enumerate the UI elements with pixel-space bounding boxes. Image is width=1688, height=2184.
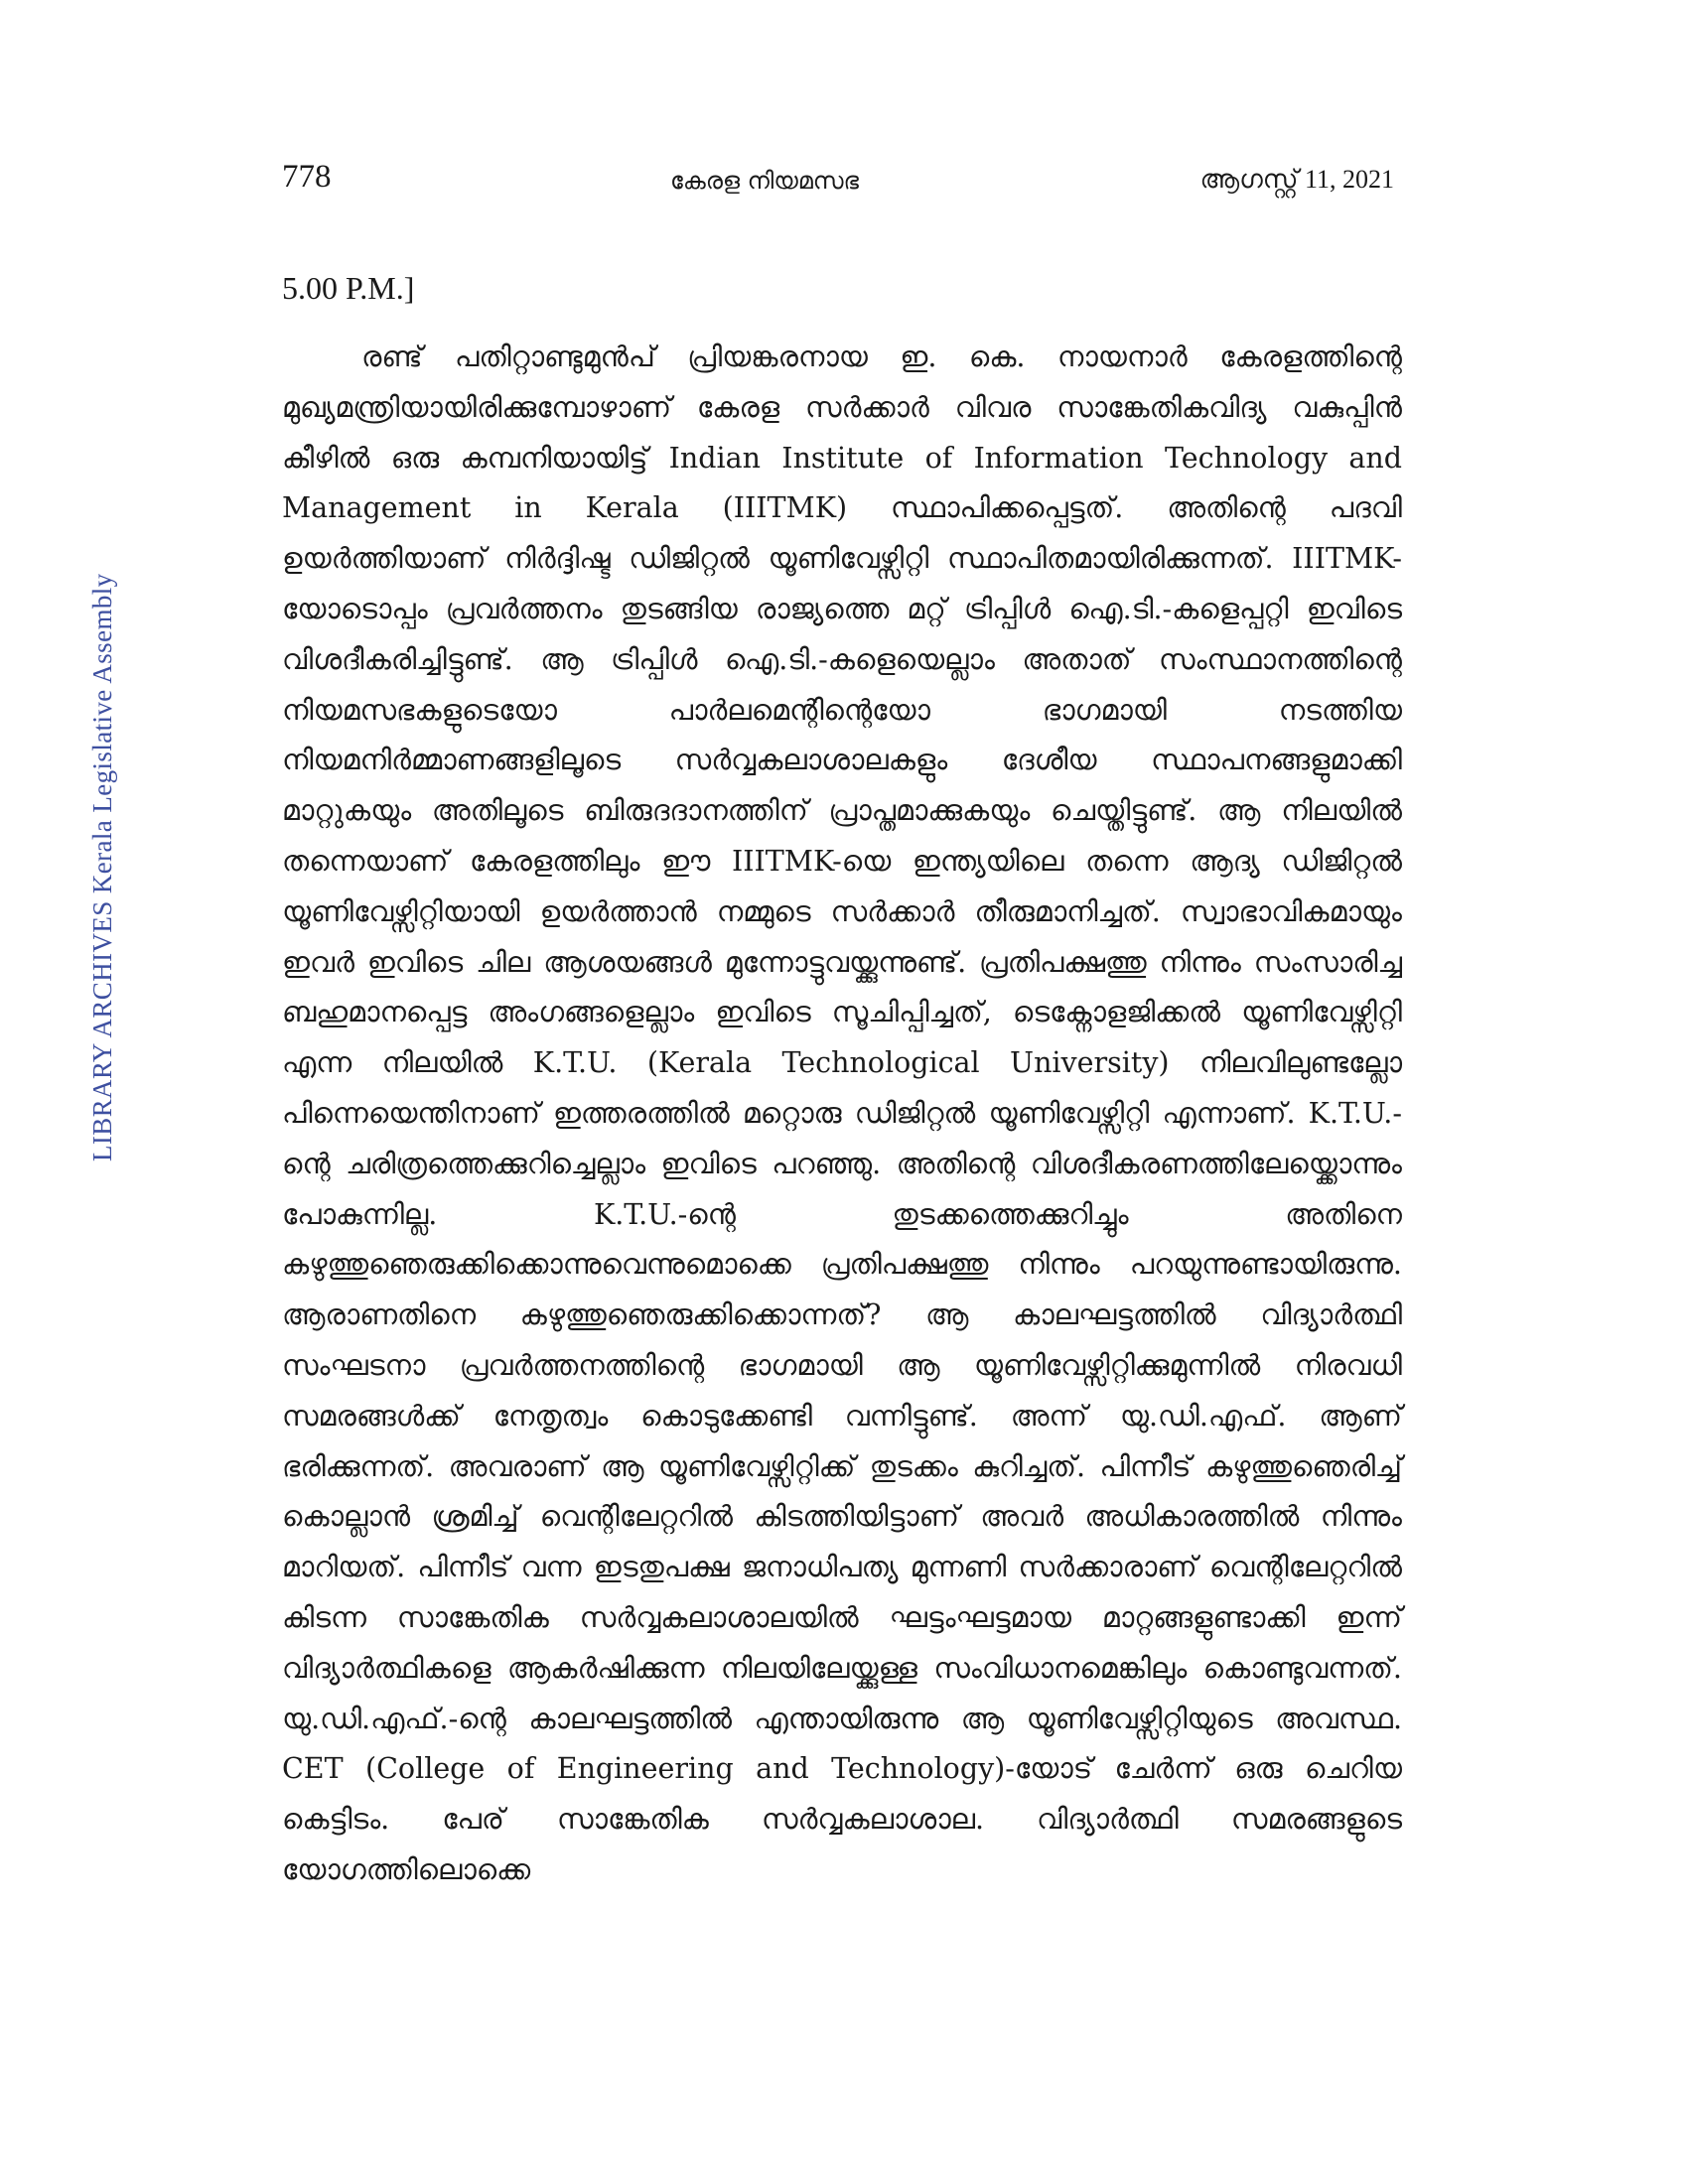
archive-watermark: LIBRARY ARCHIVES Kerala Legislative Assembly <box>87 573 117 1161</box>
time-marker: 5.00 P.M.] <box>282 270 415 306</box>
page-number: 778 <box>282 159 332 195</box>
running-title: കേരള നിയമസഭ <box>669 167 860 195</box>
speech-paragraph: രണ്ട് പതിറ്റാണ്ടുമുൻപ് പ്രിയങ്കരനായ ഇ. കെ. നായനാർ കേരളത്തിന്റെ മുഖ്യമന്ത്രിയായിരിക്കുമ്പോഴാണ് കേരള സർക്കാർ വിവര സാങ്കേതികവിദ്യ വകുപ്പിൻ കീഴിൽ ഒരു കമ്പനിയായിട്ട് Indian Institute of Information Technology and Management in Kerala (IIITMK) സ്ഥാപിക്കപ്പെട്ടത്. അതിന്റെ പദവി ഉയർത്തിയാണ് നിർദ്ദിഷ്ട ഡിജിറ്റൽ യൂണിവേഴ്സിറ്റി സ്ഥാപിതമായിരിക്കുന്നത്. IIITMK-യോടൊപ്പം പ്രവർത്തനം തുടങ്ങിയ രാജ്യത്തെ മറ്റ് ട്രിപ്പിൾ ഐ.ടി.-കളെപ്പറ്റി ഇവിടെ വിശദീകരിച്ചിട്ടുണ്ട്. ആ ട്രിപ്പിൾ ഐ.ടി.-കളെയെല്ലാം അതാത് സംസ്ഥാനത്തിന്റെ നിയമസഭകളുടെയോ പാർലമെന്റിന്റെയോ ഭാഗമായി നടത്തിയ നിയമനിർമ്മാണങ്ങളിലൂടെ സർവ്വകലാശാലകളും ദേശീയ സ്ഥാപനങ്ങളുമാക്കി മാറ്റുകയും അതിലൂടെ ബിരുദദാനത്തിന് പ്രാപ്തമാക്കുകയും ചെയ്തിട്ടുണ്ട്. ആ നിലയിൽ തന്നെയാണ് കേരളത്തിലും ഈ IIITMK-യെ ഇന്ത്യയിലെ തന്നെ ആദ്യ ഡിജിറ്റൽ യൂണിവേഴ്സിറ്റിയായി ഉയർത്താൻ നമ്മുടെ സർക്കാർ തീരുമാനിച്ചത്. സ്വാഭാവികമായും ഇവർ ഇവിടെ ചില ആശയങ്ങൾ മുന്നോട്ടുവയ്ക്കുന്നുണ്ട്. പ്രതിപക്ഷത്തു നിന്നും സംസാരിച്ച ബഹുമാനപ്പെട്ട അംഗങ്ങളെല്ലാം ഇവിടെ സൂചിപ്പിച്ചത്, ടെക്നോളജിക്കൽ യൂണിവേഴ്സിറ്റി എന്ന നിലയിൽ K.T.U. (Kerala Technological University) നിലവിലുണ്ടല്ലോ പിന്നെയെന്തിനാണ് ഇത്തരത്തിൽ മറ്റൊരു ഡിജിറ്റൽ യൂണിവേഴ്സിറ്റി എന്നാണ്. K.T.U.-ന്റെ ചരിത്രത്തെക്കുറിച്ചെല്ലാം ഇവിടെ പറഞ്ഞു. അതിന്റെ വിശദീകരണത്തിലേയ്ക്കൊന്നും പോകുന്നില്ല. K.T.U.-ന്റെ തുടക്കത്തെക്കുറിച്ചും അതിനെ കഴുത്തുഞെരുക്കിക്കൊന്നുവെന്നുമൊക്കെ പ്രതിപക്ഷത്തു നിന്നും പറയുന്നുണ്ടായിരുന്നു. ആരാണതിനെ കഴുത്തുഞെരുക്കിക്കൊന്നത്? ആ കാലഘട്ടത്തിൽ വിദ്യാർത്ഥി സംഘടനാ പ്രവർത്തനത്തിന്റെ ഭാഗമായി ആ യൂണിവേഴ്സിറ്റിക്കുമുന്നിൽ നിരവധി സമരങ്ങൾക്ക് നേതൃത്വം കൊടുക്കേണ്ടി വന്നിട്ടുണ്ട്. അന്ന് യു.ഡി.എഫ്. ആണ് ഭരിക്കുന്നത്. അവരാണ് ആ യൂണിവേഴ്സിറ്റിക്ക് തുടക്കം കുറിച്ചത്. പിന്നീട് കഴുത്തുഞെരിച്ച് കൊല്ലാൻ ശ്രമിച്ച് വെന്റിലേറ്ററിൽ കിടത്തിയിട്ടാണ് അവർ അധികാരത്തിൽ നിന്നും മാറിയത്. പിന്നീട് വന്ന ഇടതുപക്ഷ ജനാധിപത്യ മുന്നണി സർക്കാരാണ് വെന്റിലേറ്ററിൽ കിടന്ന സാങ്കേതിക സർവ്വകലാശാലയിൽ ഘട്ടംഘട്ടമായ മാറ്റങ്ങളുണ്ടാക്കി ഇന്ന് വിദ്യാർത്ഥികളെ ആകർഷിക്കുന്ന നിലയിലേയ്ക്കുള്ള സംവിധാനമെങ്കിലും കൊണ്ടുവന്നത്. യു.ഡി.എഫ്.-ന്റെ കാലഘട്ടത്തിൽ എന്തായിരുന്നു ആ യൂണിവേഴ്സിറ്റിയുടെ അവസ്ഥ. CET (College of Engineering and Technology)-യോട് ചേർന്ന് ഒരു ചെറിയ കെട്ടിടം. പേര് സാങ്കേതിക സർവ്വകലാശാല. വിദ്യാർത്ഥി സമരങ്ങളുടെ യോഗത്തിലൊക്കെ <box>282 341 1402 1886</box>
running-date: ആഗസ്റ്റ് 11, 2021 <box>1199 165 1394 194</box>
